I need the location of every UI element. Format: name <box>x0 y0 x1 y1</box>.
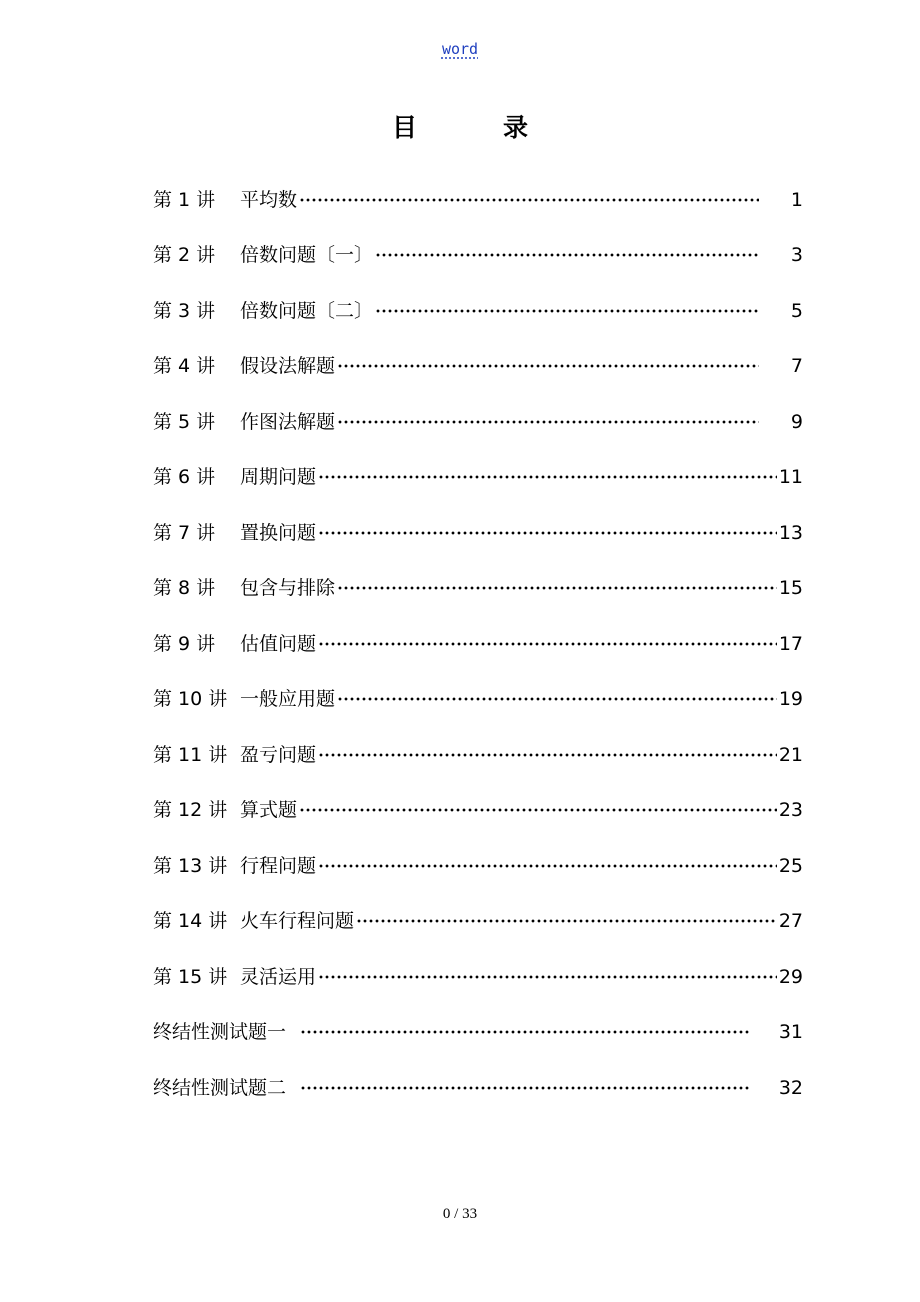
toc-page-number: 29 <box>778 965 803 988</box>
toc-page-number: 27 <box>778 910 803 933</box>
toc-page-number: 1 <box>790 188 803 211</box>
toc-page-number: 15 <box>778 577 803 600</box>
toc-entry[interactable] <box>153 616 803 672</box>
toc-page-number: 7 <box>790 355 803 378</box>
toc-chapter-number: 第 11 讲 <box>153 743 228 766</box>
toc-page-number: 11 <box>778 466 803 489</box>
toc-chapter-number: 第 15 讲 <box>153 965 228 988</box>
page-indicator: 0 / 33 <box>442 1206 478 1222</box>
dot-leader <box>318 475 777 479</box>
dot-leader <box>318 975 777 979</box>
dot-leader <box>318 642 777 646</box>
toc-page-number: 13 <box>778 521 803 544</box>
toc-entry-title: 估值问题 <box>240 632 317 655</box>
toc-page-number: 21 <box>778 743 803 766</box>
toc-entry[interactable] <box>153 505 803 561</box>
toc-entry[interactable] <box>153 450 803 506</box>
toc-entry-title: 周期问题 <box>240 466 317 489</box>
toc-entry[interactable] <box>153 949 803 1005</box>
toc-entry-title: 包含与排除 <box>240 577 336 600</box>
dot-leader <box>375 253 759 257</box>
toc-test-entry[interactable] <box>153 1060 803 1116</box>
toc-entry-title: 灵活运用 <box>240 965 317 988</box>
toc-entry-title: 算式题 <box>240 799 298 822</box>
title-char-2: 录 <box>503 113 529 142</box>
dot-leader <box>299 808 777 812</box>
toc-chapter-number: 第 5 讲 <box>153 410 216 433</box>
dot-leader <box>337 586 777 590</box>
toc-chapter-number: 第 4 讲 <box>153 355 216 378</box>
dot-leader <box>337 420 759 424</box>
dot-leader <box>356 919 777 923</box>
toc-page-number: 9 <box>790 410 803 433</box>
toc-page-number: 17 <box>778 632 803 655</box>
title-char-1: 目 <box>391 113 417 142</box>
toc-chapter-number: 第 12 讲 <box>153 799 228 822</box>
dot-leader <box>337 697 777 701</box>
toc-entry[interactable] <box>153 894 803 950</box>
dot-leader <box>337 364 759 368</box>
dot-leader <box>318 753 777 757</box>
toc-chapter-number: 第 10 讲 <box>153 688 228 711</box>
toc-entry-title: 倍数问题〔一〕 <box>240 244 374 267</box>
toc-page-number: 3 <box>790 244 803 267</box>
toc-entry[interactable] <box>153 339 803 395</box>
toc-entry-title: 行程问题 <box>240 854 317 877</box>
toc-page-number: 19 <box>778 688 803 711</box>
toc-entry-title: 盈亏问题 <box>240 743 317 766</box>
dot-leader <box>318 864 777 868</box>
toc-page-number: 25 <box>778 854 803 877</box>
dot-leader <box>299 198 759 202</box>
toc-chapter-number: 第 9 讲 <box>153 632 216 655</box>
dot-leader <box>375 309 759 313</box>
toc-entry[interactable] <box>153 672 803 728</box>
toc-chapter-number: 第 1 讲 <box>153 188 216 211</box>
toc-entry[interactable] <box>153 283 803 339</box>
dot-leader <box>300 1086 749 1090</box>
toc-chapter-number: 第 3 讲 <box>153 299 216 322</box>
toc-chapter-number: 第 7 讲 <box>153 521 216 544</box>
toc-page-number: 23 <box>778 799 803 822</box>
toc-entry-title: 火车行程问题 <box>240 910 355 933</box>
toc-entry[interactable] <box>153 172 803 228</box>
table-of-contents <box>153 172 803 1116</box>
toc-page-number: 32 <box>778 1076 803 1099</box>
toc-entry[interactable] <box>153 727 803 783</box>
toc-entry-title: 倍数问题〔二〕 <box>240 299 374 322</box>
toc-entry-title: 作图法解题 <box>240 410 336 433</box>
toc-page-number: 31 <box>778 1021 803 1044</box>
toc-entry[interactable] <box>153 228 803 284</box>
toc-test-title: 终结性测试题一 <box>153 1021 287 1044</box>
toc-entry-title: 平均数 <box>240 188 298 211</box>
toc-entry[interactable] <box>153 838 803 894</box>
toc-entry-title: 假设法解题 <box>240 355 336 378</box>
toc-chapter-number: 第 8 讲 <box>153 577 216 600</box>
toc-chapter-number: 第 13 讲 <box>153 854 228 877</box>
dot-leader <box>300 1030 749 1034</box>
toc-chapter-number: 第 14 讲 <box>153 910 228 933</box>
toc-test-title: 终结性测试题二 <box>153 1076 287 1099</box>
toc-entry[interactable] <box>153 783 803 839</box>
header-word-link[interactable]: word <box>441 40 479 58</box>
dot-leader <box>318 531 777 535</box>
toc-entry-title: 置换问题 <box>240 521 317 544</box>
page-title <box>0 108 920 144</box>
toc-chapter-number: 第 6 讲 <box>153 466 216 489</box>
toc-entry[interactable] <box>153 561 803 617</box>
toc-chapter-number: 第 2 讲 <box>153 244 216 267</box>
toc-page-number: 5 <box>790 299 803 322</box>
toc-test-entry[interactable] <box>153 1005 803 1061</box>
toc-entry[interactable] <box>153 394 803 450</box>
toc-entry-title: 一般应用题 <box>240 688 336 711</box>
